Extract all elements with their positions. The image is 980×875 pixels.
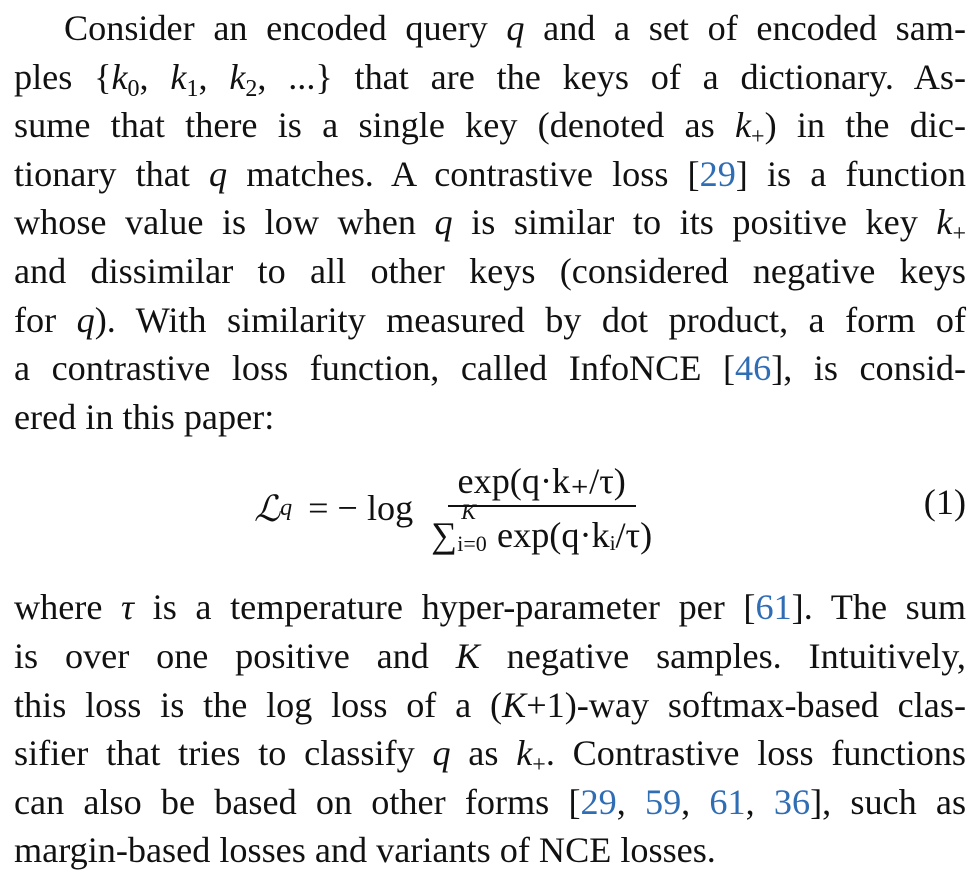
- equation-infonce: [14, 441, 966, 583]
- citation-link[interactable]: 46: [735, 348, 772, 389]
- text-line: margin-based losses and variants of NCE losses.: [14, 830, 716, 871]
- text-line: for q). With similarity measured by dot product, a form of: [14, 299, 966, 340]
- text-line: Consider an encoded query q and a set of encoded sam-: [64, 8, 966, 48]
- citation-link[interactable]: 61: [709, 781, 746, 822]
- equation-body: ℒ q = − log exp(q·k₊/τ) ∑ K i=0 exp(q·kᵢ/τ): [254, 459, 658, 557]
- text-line: tionary that q matches. A contrastive loss [29] is a function: [14, 153, 966, 194]
- paragraph-temperature: [14, 583, 966, 875]
- fraction: [425, 459, 658, 557]
- citation-link[interactable]: 29: [580, 781, 617, 822]
- text-line: whose value is low when q is similar to its positive key $k_+$: [14, 202, 966, 248]
- citation-link[interactable]: 36: [773, 781, 811, 822]
- summation: [431, 499, 487, 557]
- text-line: can also be based on other forms [29, 59, 61, 36], such as: [14, 781, 967, 822]
- text-line: and dissimilar to all other keys (considered negative keys: [14, 250, 966, 291]
- denominator: [425, 499, 658, 557]
- text-line: sifier that tries to classify q as $k_+$. Contrastive loss functions: [14, 733, 966, 779]
- text-line: sume that there is a single key (denoted as $k_+$) in the dic-: [14, 105, 967, 151]
- text-line: this loss is the log loss of a (K+1)-way softmax-based clas-: [14, 684, 966, 725]
- equals-neg-log: = − log: [308, 488, 414, 529]
- text-line: a contrastive loss function, called InfoNCE [46], is consid-: [14, 348, 966, 389]
- denominator-term: exp(q·kᵢ/τ): [497, 515, 653, 556]
- citation-link[interactable]: 61: [755, 587, 792, 628]
- text-line: ered in this paper:: [14, 396, 275, 437]
- citation-link[interactable]: 29: [699, 153, 736, 194]
- text-line: is over one positive and K negative samples. Intuitively,: [14, 635, 966, 676]
- sum-lower-limit: i=0: [457, 531, 487, 557]
- sum-upper-limit: K: [461, 499, 476, 525]
- sum-symbol: ∑: [431, 515, 458, 556]
- equation-number: (1): [923, 482, 966, 523]
- loss-symbol: ℒ: [254, 486, 281, 530]
- paragraph-contrastive-intro: [14, 4, 966, 441]
- numerator: exp(q·k₊/τ): [448, 459, 636, 507]
- citation-link[interactable]: 59: [644, 781, 682, 822]
- paper-excerpt: [14, 4, 966, 875]
- text-line: where τ is a temperature hyper-parameter per [61]. The sum: [14, 587, 966, 628]
- text-line: ples {$k_0$, $k_1$, $k_2$, ...} that are the keys of a dictionary. As-: [14, 56, 967, 102]
